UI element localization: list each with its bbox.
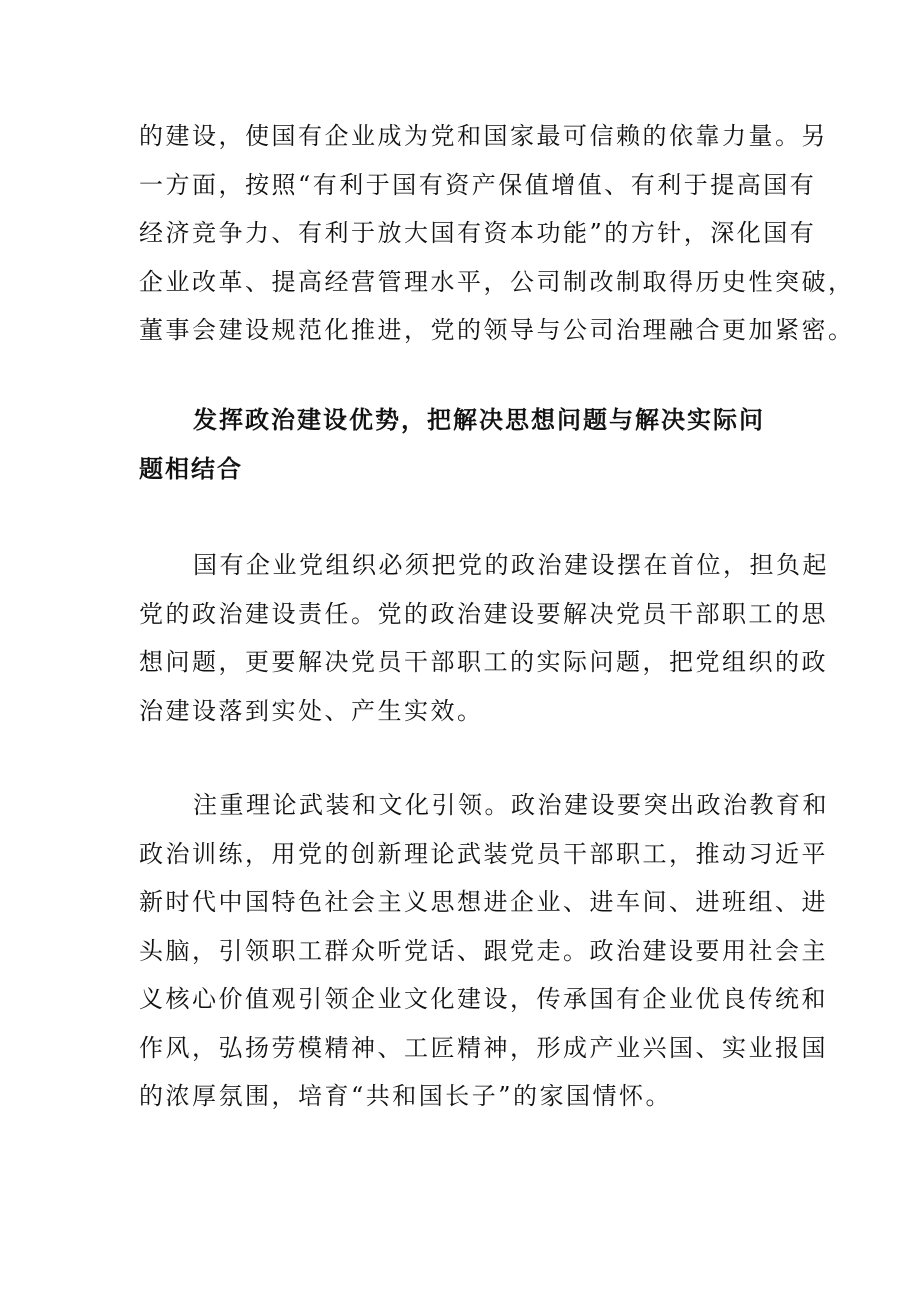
paragraph-line: 义核心价值观引领企业文化建设，传承国有企业优良传统和 (139, 985, 828, 1013)
paragraph-line: 国有企业党组织必须把党的政治建设摆在首位，担负起 (193, 551, 829, 579)
paragraph-line: 一方面，按照“有利于国有资产保值增值、有利于提高国有 (139, 170, 817, 199)
paragraph-continued (139, 112, 855, 355)
paragraph-political-building (139, 541, 829, 735)
paragraph-line: 党的政治建设责任。党的政治建设要解决党员干部职工的思 (139, 599, 828, 628)
paragraph-line: 治建设落到实处、产生实效。 (139, 696, 484, 725)
paragraph-line: 头脑，引领职工群众听党话、跟党走。政治建设要用社会主 (139, 936, 828, 965)
paragraph-theory-culture (139, 781, 829, 1121)
paragraph-line: 新时代中国特色社会主义思想进企业、进车间、进班组、进 (139, 888, 828, 916)
heading-line: 题相结合 (139, 455, 243, 483)
paragraph-line: 董事会建设规范化推进，党的领导与公司治理融合更加紧密。 (139, 316, 855, 344)
heading-line: 发挥政治建设优势，把解决思想问题与解决实际问 (193, 406, 765, 434)
paragraph-line: 经济竞争力、有利于放大国有资本功能”的方针，深化国有 (139, 219, 817, 247)
paragraph-line: 注重理论武装和文化引领。政治建设要突出政治教育和 (193, 791, 829, 819)
paragraph-line: 的浓厚氛围，培育“共和国长子”的家国情怀。 (139, 1082, 673, 1110)
section-heading (139, 396, 790, 494)
paragraph-line: 想问题，更要解决党员干部职工的实际问题，把党组织的政 (139, 648, 828, 676)
paragraph-line: 政治训练，用党的创新理论武装党员干部职工，推动习近平 (139, 839, 828, 868)
paragraph-line: 作风，弘扬劳模精神、工匠精神，形成产业兴国、实业报国 (139, 1033, 828, 1062)
paragraph-line: 企业改革、提高经营管理水平，公司制改制取得历史性突破， (139, 267, 855, 296)
paragraph-line: 的建设，使国有企业成为党和国家最可信赖的依靠力量。另 (139, 122, 828, 150)
